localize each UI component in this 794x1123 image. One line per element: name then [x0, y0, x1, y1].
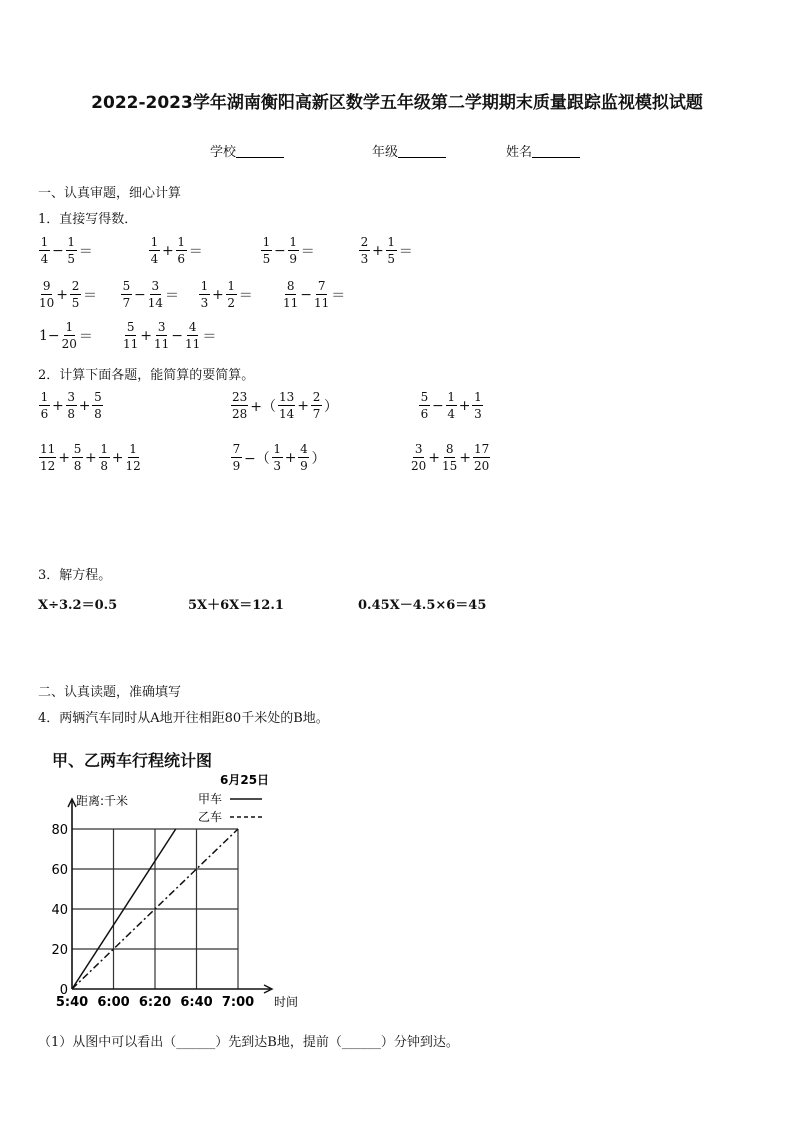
operator: ＝ — [83, 287, 98, 304]
numerator: 5 — [73, 442, 82, 456]
q1-expression-9 — [38, 321, 94, 350]
q1-expression-8 — [282, 280, 346, 309]
denominator: 11 — [154, 337, 170, 351]
legend-label: 甲车 — [198, 792, 223, 806]
denominator: 12 — [40, 459, 56, 473]
x-tick-label: 5:40 — [55, 995, 89, 1010]
operator: + — [372, 242, 384, 259]
fraction — [62, 321, 77, 350]
denominator: 14 — [147, 296, 164, 310]
numerator: 5 — [122, 279, 131, 293]
numerator: 1 — [273, 442, 282, 456]
numerator: 5 — [94, 390, 102, 404]
school-field[interactable] — [210, 141, 284, 160]
fraction — [99, 443, 110, 472]
denominator: 14 — [279, 407, 295, 421]
numerator: 1 — [40, 390, 49, 404]
numerator: 1 — [40, 235, 49, 249]
denominator: 11 — [314, 296, 330, 310]
operator: + — [78, 397, 91, 414]
denominator: 12 — [125, 459, 141, 473]
operator: − — [134, 286, 146, 303]
numerator: 13 — [279, 390, 295, 404]
q1-expression-6 — [120, 280, 180, 309]
y-tick-label: 40 — [51, 903, 68, 918]
fraction — [199, 280, 210, 309]
operator: ） — [324, 398, 339, 415]
operator: + — [428, 449, 441, 466]
numerator: 23 — [232, 390, 248, 404]
fraction — [154, 321, 169, 350]
school-blank[interactable] — [236, 144, 284, 158]
q2-expression-1 — [38, 391, 104, 420]
fraction — [231, 391, 248, 420]
numerator: 7 — [232, 442, 241, 456]
legend-label: 乙车 — [198, 810, 223, 824]
fraction — [419, 391, 430, 420]
numerator: 3 — [414, 442, 423, 456]
denominator: 11 — [283, 296, 299, 310]
numerator: 1 — [100, 442, 109, 456]
operator: ＝ — [202, 328, 217, 345]
fraction — [39, 280, 54, 309]
fraction — [176, 236, 187, 265]
fraction — [446, 391, 457, 420]
fraction — [39, 391, 50, 420]
numerator: 8 — [286, 279, 295, 293]
operator: + — [56, 286, 69, 303]
fraction — [283, 280, 298, 309]
numerator: 1 — [200, 279, 209, 293]
y-tick-label: 0 — [59, 983, 68, 998]
operator: 1− — [39, 327, 60, 344]
numerator: 1 — [65, 320, 74, 334]
numerator: 1 — [177, 235, 186, 249]
numerator: 3 — [151, 279, 160, 293]
travel-chart — [30, 770, 330, 1020]
fraction — [473, 443, 490, 472]
q1-expression-3 — [260, 236, 316, 265]
fraction — [261, 236, 272, 265]
denominator: 6 — [177, 252, 186, 266]
numerator: 2 — [360, 235, 369, 249]
q2-expression-5 — [230, 443, 326, 472]
operator: ＝ — [78, 328, 93, 345]
y-tick-label: 80 — [51, 823, 68, 838]
fraction — [125, 443, 140, 472]
denominator: 5 — [67, 252, 76, 266]
page-title: 2022-2023学年湖南衡阳高新区数学五年级第二学期期末质量跟踪监视模拟试题 — [91, 93, 703, 113]
operator: + — [459, 449, 472, 466]
q2-expression-3 — [418, 391, 484, 420]
grade-field[interactable] — [372, 141, 446, 160]
fraction — [231, 443, 242, 472]
x-tick-label: 6:20 — [138, 995, 172, 1010]
question-1: 1．直接写得数． — [38, 212, 138, 227]
equation-3: 0.45X－4.5×6＝45 — [358, 598, 487, 613]
x-tick-label: 6:00 — [97, 995, 130, 1010]
operator: − — [274, 242, 286, 259]
numerator: 1 — [129, 442, 137, 456]
fraction — [185, 321, 200, 350]
denominator: 3 — [273, 459, 282, 473]
operator: ＝ — [300, 243, 315, 260]
denominator: 8 — [73, 459, 82, 473]
q1-expression-5 — [38, 280, 98, 309]
operator: + — [52, 397, 64, 414]
denominator: 9 — [300, 459, 308, 473]
denominator: 20 — [61, 337, 77, 351]
x-tick-label: 7:00 — [221, 995, 255, 1010]
section-2-heading: 二、认真读题，准确填写 — [38, 685, 182, 700]
fraction — [39, 443, 56, 472]
fraction — [288, 236, 299, 265]
denominator: 15 — [442, 459, 458, 473]
numerator: 1 — [387, 235, 396, 249]
operator: + — [162, 242, 174, 259]
numerator: 4 — [188, 320, 197, 334]
denominator: 10 — [39, 296, 55, 310]
denominator: 9 — [289, 252, 298, 266]
numerator: 2 — [312, 390, 321, 404]
q1-expression-10 — [122, 321, 217, 350]
y-tick-label: 60 — [51, 863, 68, 878]
operator: ＝ — [398, 243, 413, 260]
numerator: 9 — [42, 279, 51, 293]
q1-expression-7 — [198, 280, 254, 309]
numerator: 3 — [67, 390, 76, 404]
fraction — [121, 280, 132, 309]
denominator: 3 — [200, 296, 209, 310]
operator: − — [432, 397, 444, 414]
q2-expression-4 — [38, 443, 142, 472]
question-2: 2．计算下面各题，能简算的要简算。 — [38, 368, 255, 383]
denominator: 5 — [71, 296, 80, 310]
school-label: 学校 — [210, 145, 237, 160]
y-axis-label: 距离:千米 — [76, 794, 129, 808]
operator: −（ — [244, 450, 270, 467]
denominator: 3 — [360, 252, 369, 266]
denominator: 9 — [232, 459, 241, 473]
q2-expression-2 — [230, 391, 339, 420]
denominator: 20 — [474, 459, 490, 473]
fraction — [314, 280, 329, 309]
operator: ＝ — [188, 243, 203, 260]
denominator: 3 — [474, 407, 482, 421]
fraction — [278, 391, 295, 420]
operator: + — [458, 397, 471, 414]
fraction — [411, 443, 426, 472]
fraction — [66, 236, 77, 265]
numerator: 5 — [420, 390, 429, 404]
numerator: 5 — [126, 320, 135, 334]
numerator: 1 — [447, 390, 456, 404]
operator: − — [171, 327, 184, 344]
chart-title: 甲、乙两车行程统计图 — [52, 751, 213, 770]
operator: ＝ — [331, 287, 346, 304]
numerator: 11 — [40, 442, 56, 456]
operator: ＝ — [78, 243, 93, 260]
fraction — [66, 391, 77, 420]
operator: + — [212, 286, 224, 303]
operator: + — [297, 397, 310, 414]
denominator: 5 — [387, 252, 396, 266]
section-1-heading: 一、认真审题，细心计算 — [38, 186, 182, 201]
q1-expression-4 — [358, 236, 414, 265]
equation-1: X÷3.2＝0.5 — [38, 598, 118, 613]
question-4-part-1: （1）从图中可以看出（______）先到达B地，提前（______）分钟到达。 — [38, 1035, 459, 1050]
fraction — [272, 443, 283, 472]
operator: + — [284, 449, 297, 466]
question-3: 3．解方程。 — [38, 568, 112, 583]
fraction — [70, 280, 81, 309]
numerator: 3 — [157, 320, 166, 334]
denominator: 8 — [94, 407, 102, 421]
numerator: 1 — [262, 235, 271, 249]
fraction — [148, 280, 163, 309]
grade-label: 年级 — [372, 145, 399, 160]
numerator: 17 — [474, 442, 490, 456]
fraction — [92, 391, 103, 420]
denominator: 6 — [40, 407, 49, 421]
fraction — [442, 443, 457, 472]
numerator: 4 — [300, 442, 308, 456]
name-blank[interactable] — [532, 144, 580, 158]
grade-blank[interactable] — [398, 144, 446, 158]
equation-2: 5X＋6X＝12.1 — [188, 598, 284, 613]
fraction — [72, 443, 83, 472]
fraction — [359, 236, 370, 265]
x-axis-label: 时间 — [274, 995, 299, 1009]
denominator: 11 — [123, 337, 139, 351]
denominator: 28 — [232, 407, 248, 421]
numerator: 1 — [474, 390, 482, 404]
numerator: 8 — [445, 442, 454, 456]
fraction — [39, 236, 50, 265]
denominator: 7 — [122, 296, 131, 310]
x-tick-label: 6:40 — [180, 995, 213, 1010]
fraction — [226, 280, 237, 309]
name-label: 姓名 — [506, 145, 533, 160]
numerator: 2 — [71, 279, 80, 293]
denominator: 7 — [312, 407, 321, 421]
question-4: 4．两辆汽车同时从A地开往相距80千米处的B地。 — [38, 711, 329, 726]
name-field[interactable] — [506, 141, 580, 160]
denominator: 8 — [67, 407, 76, 421]
denominator: 6 — [420, 407, 429, 421]
fraction — [123, 321, 138, 350]
operator: ） — [311, 450, 326, 467]
fraction — [149, 236, 160, 265]
fraction — [298, 443, 309, 472]
q1-expression-1 — [38, 236, 94, 265]
denominator: 8 — [100, 459, 109, 473]
numerator: 1 — [289, 235, 298, 249]
operator: + — [85, 449, 97, 466]
operator: − — [52, 242, 64, 259]
operator: + — [140, 327, 153, 344]
fraction — [386, 236, 397, 265]
operator: ＝ — [238, 287, 253, 304]
chart-date: 6月25日 — [220, 773, 270, 787]
numerator: 7 — [317, 279, 326, 293]
numerator: 1 — [67, 235, 76, 249]
denominator: 5 — [262, 252, 271, 266]
numerator: 1 — [227, 279, 236, 293]
y-tick-label: 20 — [51, 943, 68, 958]
denominator: 4 — [40, 252, 49, 266]
operator: + — [58, 449, 71, 466]
denominator: 4 — [150, 252, 159, 266]
numerator: 1 — [150, 235, 159, 249]
operator: ＝ — [165, 287, 180, 304]
denominator: 4 — [447, 407, 456, 421]
q1-expression-2 — [148, 236, 204, 265]
denominator: 11 — [185, 337, 201, 351]
fraction — [472, 391, 483, 420]
denominator: 20 — [411, 459, 427, 473]
operator: +（ — [250, 398, 277, 415]
operator: − — [300, 286, 313, 303]
q2-expression-6 — [410, 443, 491, 472]
operator: + — [111, 449, 124, 466]
denominator: 2 — [227, 296, 236, 310]
fraction — [311, 391, 322, 420]
